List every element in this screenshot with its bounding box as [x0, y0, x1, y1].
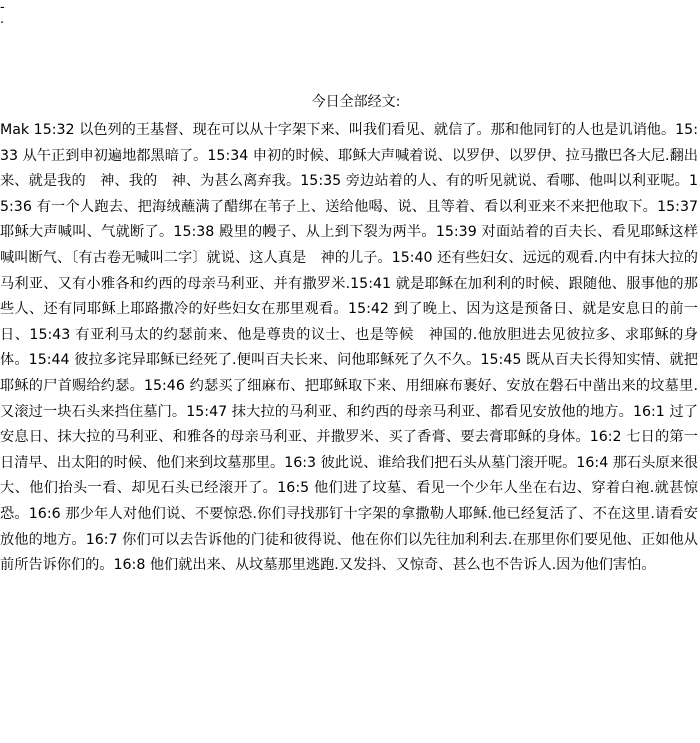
corner-mark-line-1: - — [0, 0, 5, 15]
page-title: 今日全部经文: — [311, 94, 401, 110]
scripture-passage: Mak 15:32 以色列的王基督、现在可以从十字架下来、叫我们看见、就信了。那和他同钉的人也是讥诮他。15:33 从午正到申初遍地都黑暗了。15:34 申初的时候、耶稣大声喊着说、以罗伊、以罗伊、拉马撒巴各大尼.翻出来、就是我的 神、我的 神、为甚么离弃我。15:35 旁边站着的人、有的听见就说、看哪、他叫以利亚呢。15:36 有一个人跑去、把海绒蘸满了醋绑在苇子上、送给他喝、说、且等着、看以利亚来不来把他取下。15:37 耶稣大声喊叫、气就断了。15:38 殿里的幔子、从上到下裂为两半。15:39 对面站着的百夫长、看见耶稣这样喊叫断气、〔有古卷无喊叫二字〕就说、这人真是 神的儿子。15:40 还有些妇女、远远的观看.内中有抹大拉的马利亚、又有小雅各和约西的母亲马利亚、并有撒罗米.15:41 就是耶稣在加利利的时候、跟随他、服事他的那些人、还有同耶稣上耶路撒冷的好些妇女在那里观看。15:42 到了晚上、因为这是预备日、就是安息日的前一日、15:43 有亚利马太的约瑟前来、他是尊贵的议士、也是等候 神国的.他放胆进去见彼拉多、求耶稣的身体。15:44 彼拉多诧异耶稣已经死了.便叫百夫长来、问他耶稣死了久不久。15:45 既从百夫长得知实情、就把耶稣的尸首赐给约瑟。15:46 约瑟买了细麻布、把耶稣取下来、用细麻布裹好、安放在磐石中凿出来的坟墓里.又滚过一块石头来挡住墓门。15:47 抹大拉的马利亚、和约西的母亲马利亚、都看见安放他的地方。16:1 过了安息日、抹大拉的马利亚、和雅各的母亲马利亚、并撒罗米、买了香膏、要去膏耶稣的身体。16:2 七日的第一日清早、出太阳的时候、他们来到坟墓那里。16:3 彼此说、谁给我们把石头从墓门滚开呢。16:4 那石头原来很大、他们抬头一看、却见石头已经滚开了。16:5 他们进了坟墓、看见一个少年人坐在右边、穿着白袍.就甚惊恐。16:6 那少年人对他们说、不要惊恐.你们寻找那钉十字架的拿撒勒人耶稣.他已经复活了、不在这里.请看安放他的地方。16:7 你们可以去告诉他的门徒和彼得说、他在你们以先往加利利去.在那里你们要见他、正如他从前所告诉你们的。16:8 他们就出来、从坟墓那里逃跑.又发抖、又惊奇、甚么也不告诉人.因为他们害怕。 — [0, 122, 698, 574]
corner-mark-line-2: · — [0, 16, 5, 31]
corner-mark — [0, 0, 10, 32]
